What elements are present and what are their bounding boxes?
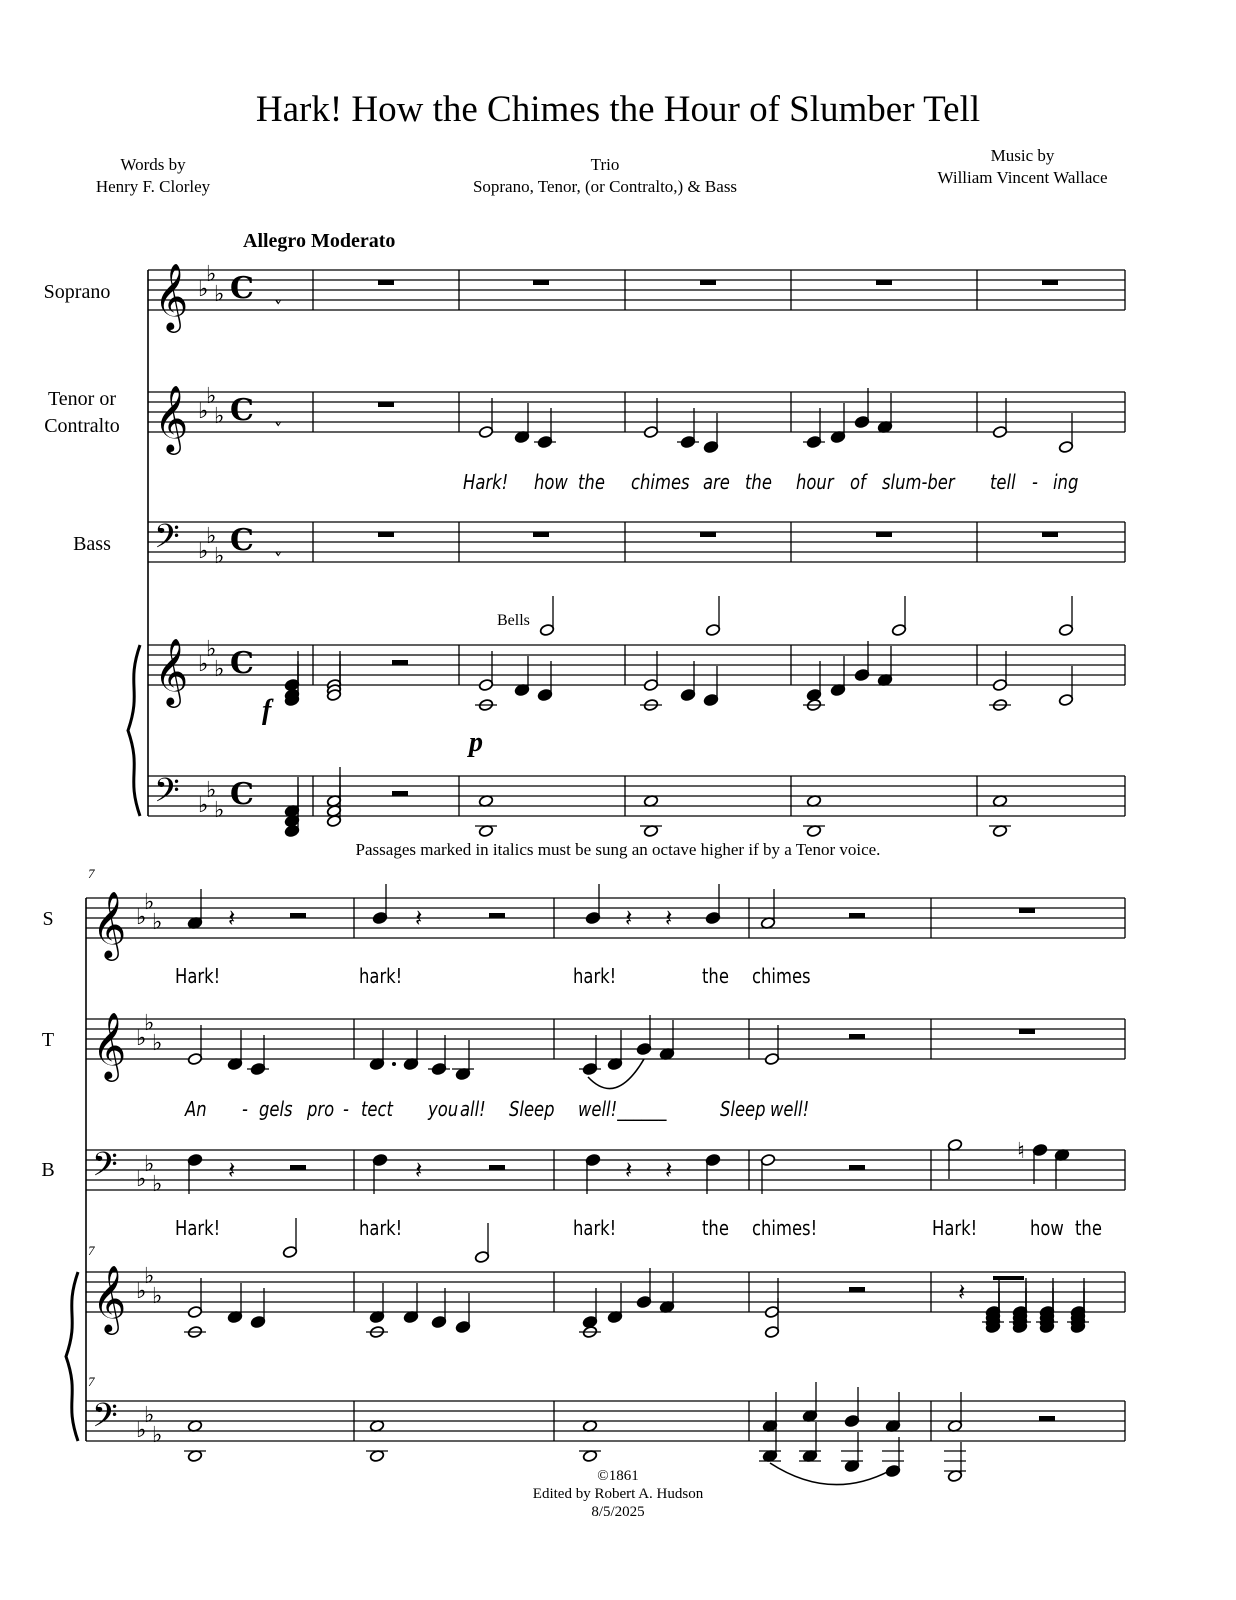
- flat-icon: ♭: [198, 539, 209, 564]
- bells-marking: Bells: [497, 612, 530, 629]
- flat-icon: ♭: [198, 652, 209, 677]
- edit-date: 8/5/2025: [591, 1504, 645, 1520]
- lyric-syllable: Sleep: [720, 1097, 766, 1121]
- lyric-syllable: are: [703, 470, 730, 494]
- flat-icon: ♭: [198, 399, 209, 424]
- lyric-syllable: Hark!: [175, 1216, 221, 1240]
- measure-number: 7: [88, 1243, 95, 1258]
- words-by-label: Words by: [120, 155, 186, 174]
- lyric-syllable: tell: [990, 470, 1016, 494]
- lyric-syllable: chimes: [752, 964, 811, 988]
- flat-icon: ♭: [214, 404, 225, 429]
- flat-icon: ♭: [206, 384, 217, 409]
- lyric-syllable: you: [428, 1097, 459, 1121]
- whole-rest-icon: [378, 280, 394, 285]
- flat-icon: ♭: [136, 1279, 147, 1304]
- forte-dynamic: f: [262, 695, 272, 726]
- composer-name: William Vincent Wallace: [937, 168, 1108, 187]
- flat-icon: ♭: [152, 1423, 163, 1448]
- lyricist-name: Henry F. Clorley: [95, 177, 211, 196]
- flat-icon: ♭: [206, 637, 217, 662]
- quarter-rest-icon: 𝄽: [665, 904, 673, 932]
- sixteenth-rest-icon: [274, 422, 282, 427]
- lyric-syllable: hour: [796, 470, 834, 494]
- half-rest-icon: [489, 913, 505, 918]
- lyric-syllable: ing: [1053, 470, 1079, 494]
- bass-clef-icon: 𝄢: [154, 772, 180, 818]
- piano-dynamic: p: [469, 727, 483, 758]
- dot-icon: [392, 1062, 396, 1066]
- lyric-syllable: An: [185, 1097, 207, 1121]
- music-by-label: Music by: [990, 146, 1055, 165]
- quarter-rest-icon: 𝄽: [415, 904, 423, 932]
- treble-clef-icon: 𝄞: [154, 262, 189, 330]
- tempo-marking: Allegro Moderato: [243, 230, 396, 252]
- lyric-syllable: the: [745, 470, 772, 494]
- lyric-syllable: how: [534, 470, 568, 494]
- tenor-label-line1: Tenor or: [47, 388, 117, 410]
- whole-rest-icon: [1042, 532, 1058, 537]
- flat-icon: ♭: [198, 277, 209, 302]
- soprano-short-label: S: [42, 908, 54, 930]
- natural-icon: ♮: [1017, 1139, 1025, 1164]
- flat-icon: ♭: [144, 1403, 155, 1428]
- half-rest-icon: [392, 791, 408, 796]
- flat-icon: ♭: [136, 905, 147, 930]
- flat-icon: ♭: [206, 524, 217, 549]
- half-rest-icon: [849, 1287, 865, 1292]
- lyric-syllable: gels: [259, 1097, 293, 1121]
- beam: [993, 1276, 1024, 1280]
- lyric-syllable: well!: [770, 1097, 810, 1121]
- flat-icon: ♭: [206, 262, 217, 287]
- whole-rest-icon: [700, 280, 716, 285]
- half-rest-icon: [392, 660, 408, 665]
- lyric-syllable: the: [702, 1216, 729, 1240]
- whole-rest-icon: [378, 402, 394, 407]
- flat-icon: ♭: [152, 1172, 163, 1197]
- whole-rest-icon: [1042, 280, 1058, 285]
- bass-short-label: B: [41, 1159, 55, 1181]
- flat-icon: ♭: [214, 282, 225, 307]
- page-title: Hark! How the Chimes the Hour of Slumber Tell: [255, 89, 981, 130]
- whole-rest-icon: [533, 280, 549, 285]
- lyric-syllable: -: [1032, 470, 1038, 494]
- flat-icon: ♭: [136, 1167, 147, 1192]
- lyric-syllable: well!______: [578, 1097, 667, 1121]
- treble-clef-icon: 𝄞: [154, 637, 189, 705]
- tenor-label-line2: Contralto: [44, 415, 120, 437]
- quarter-rest-icon: 𝄽: [625, 1156, 633, 1184]
- half-rest-icon: [849, 1034, 865, 1039]
- common-time-icon: C: [230, 777, 254, 812]
- flat-icon: ♭: [144, 1011, 155, 1036]
- flat-icon: ♭: [206, 778, 217, 803]
- flat-icon: ♭: [144, 1264, 155, 1289]
- lyric-syllable: slum-ber: [882, 470, 955, 494]
- common-time-icon: C: [230, 523, 254, 558]
- whole-rest-icon: [876, 280, 892, 285]
- whole-rest-icon: [378, 532, 394, 537]
- common-time-icon: C: [230, 271, 254, 306]
- editor-credit: Edited by Robert A. Hudson: [532, 1486, 704, 1502]
- half-rest-icon: [290, 913, 306, 918]
- flat-icon: ♭: [214, 798, 225, 823]
- lyric-syllable: hark!: [573, 964, 617, 988]
- sixteenth-rest-icon: [274, 552, 282, 557]
- whole-rest-icon: [700, 532, 716, 537]
- flat-icon: ♭: [136, 1418, 147, 1443]
- lyric-syllable: how: [1030, 1216, 1064, 1240]
- bass-label: Bass: [73, 533, 111, 555]
- flat-icon: ♭: [152, 1031, 163, 1056]
- brace-icon: [128, 645, 140, 816]
- whole-rest-icon: [876, 532, 892, 537]
- lyric-syllable: Sleep: [509, 1097, 555, 1121]
- bass-clef-icon: 𝄢: [92, 1397, 118, 1443]
- treble-clef-icon: 𝄞: [92, 1011, 127, 1079]
- flat-icon: ♭: [152, 1284, 163, 1309]
- lyric-syllable: chimes: [631, 470, 690, 494]
- quarter-rest-icon: 𝄽: [665, 1156, 673, 1184]
- half-rest-icon: [849, 913, 865, 918]
- lyric-syllable: all!: [460, 1097, 486, 1121]
- half-rest-icon: [1039, 1416, 1055, 1421]
- lyric-syllable: hark!: [359, 964, 403, 988]
- half-rest-icon: [489, 1165, 505, 1170]
- whole-rest-icon: [1019, 1029, 1035, 1034]
- quarter-rest-icon: 𝄽: [958, 1278, 966, 1306]
- common-time-icon: C: [230, 646, 254, 681]
- brace-icon: [66, 1272, 78, 1441]
- soprano-label: Soprano: [43, 281, 111, 303]
- bass-clef-icon: 𝄢: [92, 1146, 118, 1192]
- half-rest-icon: [849, 1165, 865, 1170]
- quarter-rest-icon: 𝄽: [228, 904, 236, 932]
- common-time-icon: C: [230, 393, 254, 428]
- flat-icon: ♭: [214, 544, 225, 569]
- lyric-syllable: Hark!: [175, 964, 221, 988]
- lyric-syllable: the: [1075, 1216, 1102, 1240]
- measure-number: 7: [88, 1374, 95, 1389]
- whole-rest-icon: [1019, 908, 1035, 913]
- copyright: ©1861: [597, 1468, 639, 1484]
- lyric-syllable: tect: [361, 1097, 393, 1121]
- quarter-rest-icon: 𝄽: [625, 904, 633, 932]
- flat-icon: ♭: [136, 1026, 147, 1051]
- treble-clef-icon: 𝄞: [92, 890, 127, 958]
- quarter-rest-icon: 𝄽: [228, 1156, 236, 1184]
- lyric-syllable: the: [578, 470, 605, 494]
- sixteenth-rest-icon: [274, 300, 282, 305]
- lyric-syllable: Hark!: [932, 1216, 978, 1240]
- tenor-short-label: T: [41, 1029, 55, 1051]
- lyric-syllable: Hark!: [463, 470, 509, 494]
- bass-clef-icon: 𝄢: [154, 518, 180, 564]
- lyric-syllable: -: [343, 1097, 349, 1121]
- lyric-syllable: -: [242, 1097, 248, 1121]
- half-rest-icon: [290, 1165, 306, 1170]
- lyric-syllable: hark!: [573, 1216, 617, 1240]
- lyric-syllable: of: [850, 470, 866, 494]
- flat-icon: ♭: [144, 890, 155, 915]
- flat-icon: ♭: [152, 910, 163, 935]
- lyric-syllable: the: [702, 964, 729, 988]
- quarter-rest-icon: 𝄽: [415, 1156, 423, 1184]
- lyric-syllable: hark!: [359, 1216, 403, 1240]
- measure-number: 7: [88, 866, 95, 881]
- performance-note: Passages marked in italics must be sung an octave higher if by a Tenor voice.: [355, 840, 881, 859]
- form-label: Trio: [590, 155, 620, 174]
- voicing-label: Soprano, Tenor, (or Contralto,) & Bass: [472, 177, 738, 196]
- treble-clef-icon: 𝄞: [92, 1264, 127, 1332]
- treble-clef-icon: 𝄞: [154, 384, 189, 452]
- whole-rest-icon: [533, 532, 549, 537]
- flat-icon: ♭: [144, 1152, 155, 1177]
- flat-icon: ♭: [198, 793, 209, 818]
- slur: [770, 1463, 893, 1485]
- lyric-syllable: chimes!: [752, 1216, 818, 1240]
- lyric-syllable: pro: [307, 1097, 335, 1121]
- flat-icon: ♭: [214, 657, 225, 682]
